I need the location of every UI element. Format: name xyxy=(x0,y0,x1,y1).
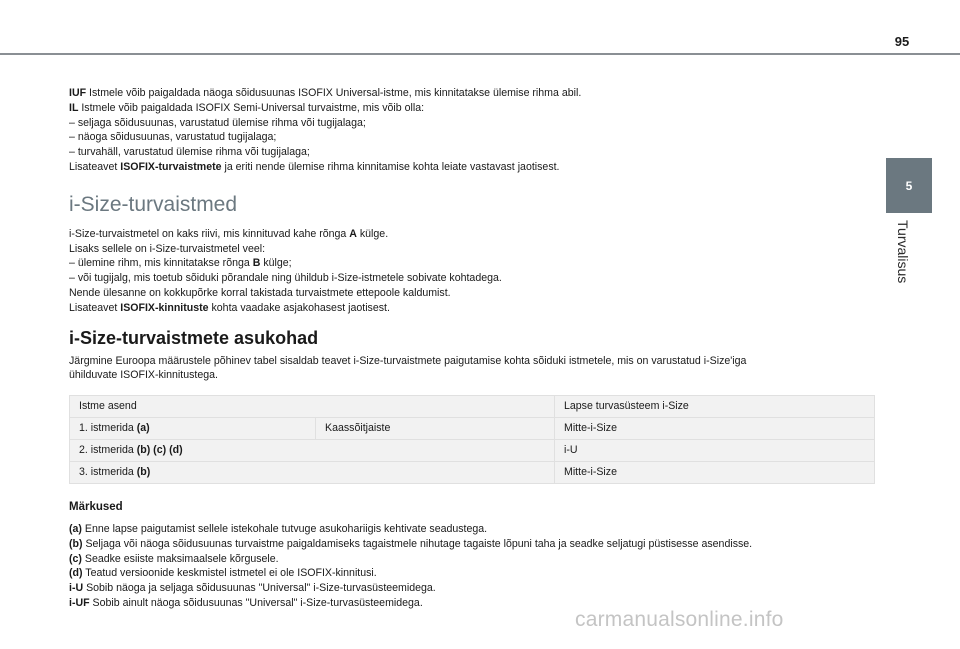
note-item: i-U Sobib näoga ja seljaga sõidusuunas "Universal" i-Size-turvasüsteemidega. xyxy=(69,582,436,595)
table-cell: Kaassõitjaiste xyxy=(316,418,555,440)
intro-reference: Lisateavet ISOFIX-turvaistmete ja eriti nende ülemise rihma kinnitamise kohta leiate vastavast jaotisest. xyxy=(69,160,560,173)
chapter-title: Turvalisus xyxy=(895,220,911,284)
section-line: – või tugijalg, mis toetub sõiduki põrandale ning ühildub i-Size-istmetele sobivate kohtadega. xyxy=(69,272,502,285)
table-cell: Mitte-i-Size xyxy=(555,418,875,440)
subsection-description: Järgmine Euroopa määrustele põhinev tabel sisaldab teavet i-Size-turvaistmete paigutamise kohta sõiduki istmetele, mis on varustatud i-Size'iga xyxy=(69,354,747,367)
isofix-mounts-link[interactable]: ISOFIX-kinnituste xyxy=(120,301,209,314)
isofix-seats-link[interactable]: ISOFIX-turvaistmete xyxy=(120,160,222,173)
isize-positions-table xyxy=(69,395,875,484)
intro-line: – turvahäll, varustatud ülemise rihma või tugijalaga; xyxy=(69,146,310,159)
intro-line: IUF Istmele võib paigaldada näoga sõidusuunas ISOFIX Universal-istme, mis kinnitatakse ülemise rihma abil. xyxy=(69,87,582,99)
intro-line: – seljaga sõidusuunas, varustatud ülemise rihma või tugijalaga; xyxy=(69,116,366,129)
note-item: (b) Seljaga või näoga sõidusuunas turvaistme paigaldamiseks tagaistmele nihutage tagaiste lõpuni taha ja seadke seljatugi püstisesse asendisse. xyxy=(69,537,753,550)
table-header-row xyxy=(70,396,875,418)
page-number: 95 xyxy=(894,34,910,49)
section-title: i-Size-turvaistmed xyxy=(69,192,238,216)
subsection-description: ühilduvate ISOFIX-kinnitustega. xyxy=(69,369,218,382)
intro-line: IL Istmele võib paigaldada ISOFIX Semi-Universal turvaistme, mis võib olla: xyxy=(69,101,425,114)
table-cell-seat: 1. istmerida (a) xyxy=(70,418,316,440)
table-header-cell: Istme asend xyxy=(70,396,555,418)
table-row xyxy=(70,418,875,440)
intro-line: – näoga sõidusuunas, varustatud tugijalaga; xyxy=(69,131,277,144)
table-cell-seat: 3. istmerida (b) xyxy=(70,462,555,484)
table-cell: i-U xyxy=(555,440,875,462)
table-cell-seat: 2. istmerida (b) (c) (d) xyxy=(70,440,555,462)
header-divider xyxy=(0,53,960,55)
section-line: – ülemine rihm, mis kinnitatakse rõnga B külge; xyxy=(69,257,292,270)
table-cell: Mitte-i-Size xyxy=(555,462,875,484)
note-item: (c) Seadke esiiste maksimaalsele kõrgusele. xyxy=(69,552,279,565)
note-item: i-UF Sobib ainult näoga sõidusuunas "Universal" i-Size-turvasüsteemidega. xyxy=(69,596,423,609)
table-row xyxy=(70,440,875,462)
chapter-number-tab[interactable]: 5 xyxy=(886,158,932,213)
table-header-cell: Lapse turvasüsteem i-Size xyxy=(555,396,875,418)
table-row xyxy=(70,462,875,484)
main-content xyxy=(69,86,879,611)
watermark: carmanualsonline.info xyxy=(575,608,784,631)
section-line: Nende ülesanne on kokkupõrke korral takistada turvaistmete ettepoole kaldumist. xyxy=(69,286,451,299)
note-item: (d) Teatud versioonide keskmistel istmetel ei ole ISOFIX-kinnitusi. xyxy=(69,567,377,580)
section-reference: Lisateavet ISOFIX-kinnituste kohta vaadake asjakohasest jaotisest. xyxy=(69,301,390,314)
notes-title: Märkused xyxy=(69,501,123,514)
subsection-title: i-Size-turvaistmete asukohad xyxy=(69,327,319,348)
section-line: i-Size-turvaistmetel on kaks riivi, mis kinnituvad kahe rõnga A külge. xyxy=(69,227,389,240)
note-item: (a) Enne lapse paigutamist sellele istekohale tutvuge asukohariigis kehtivate seadustega. xyxy=(69,522,488,535)
section-line: Lisaks sellele on i-Size-turvaistmetel veel: xyxy=(69,242,266,255)
